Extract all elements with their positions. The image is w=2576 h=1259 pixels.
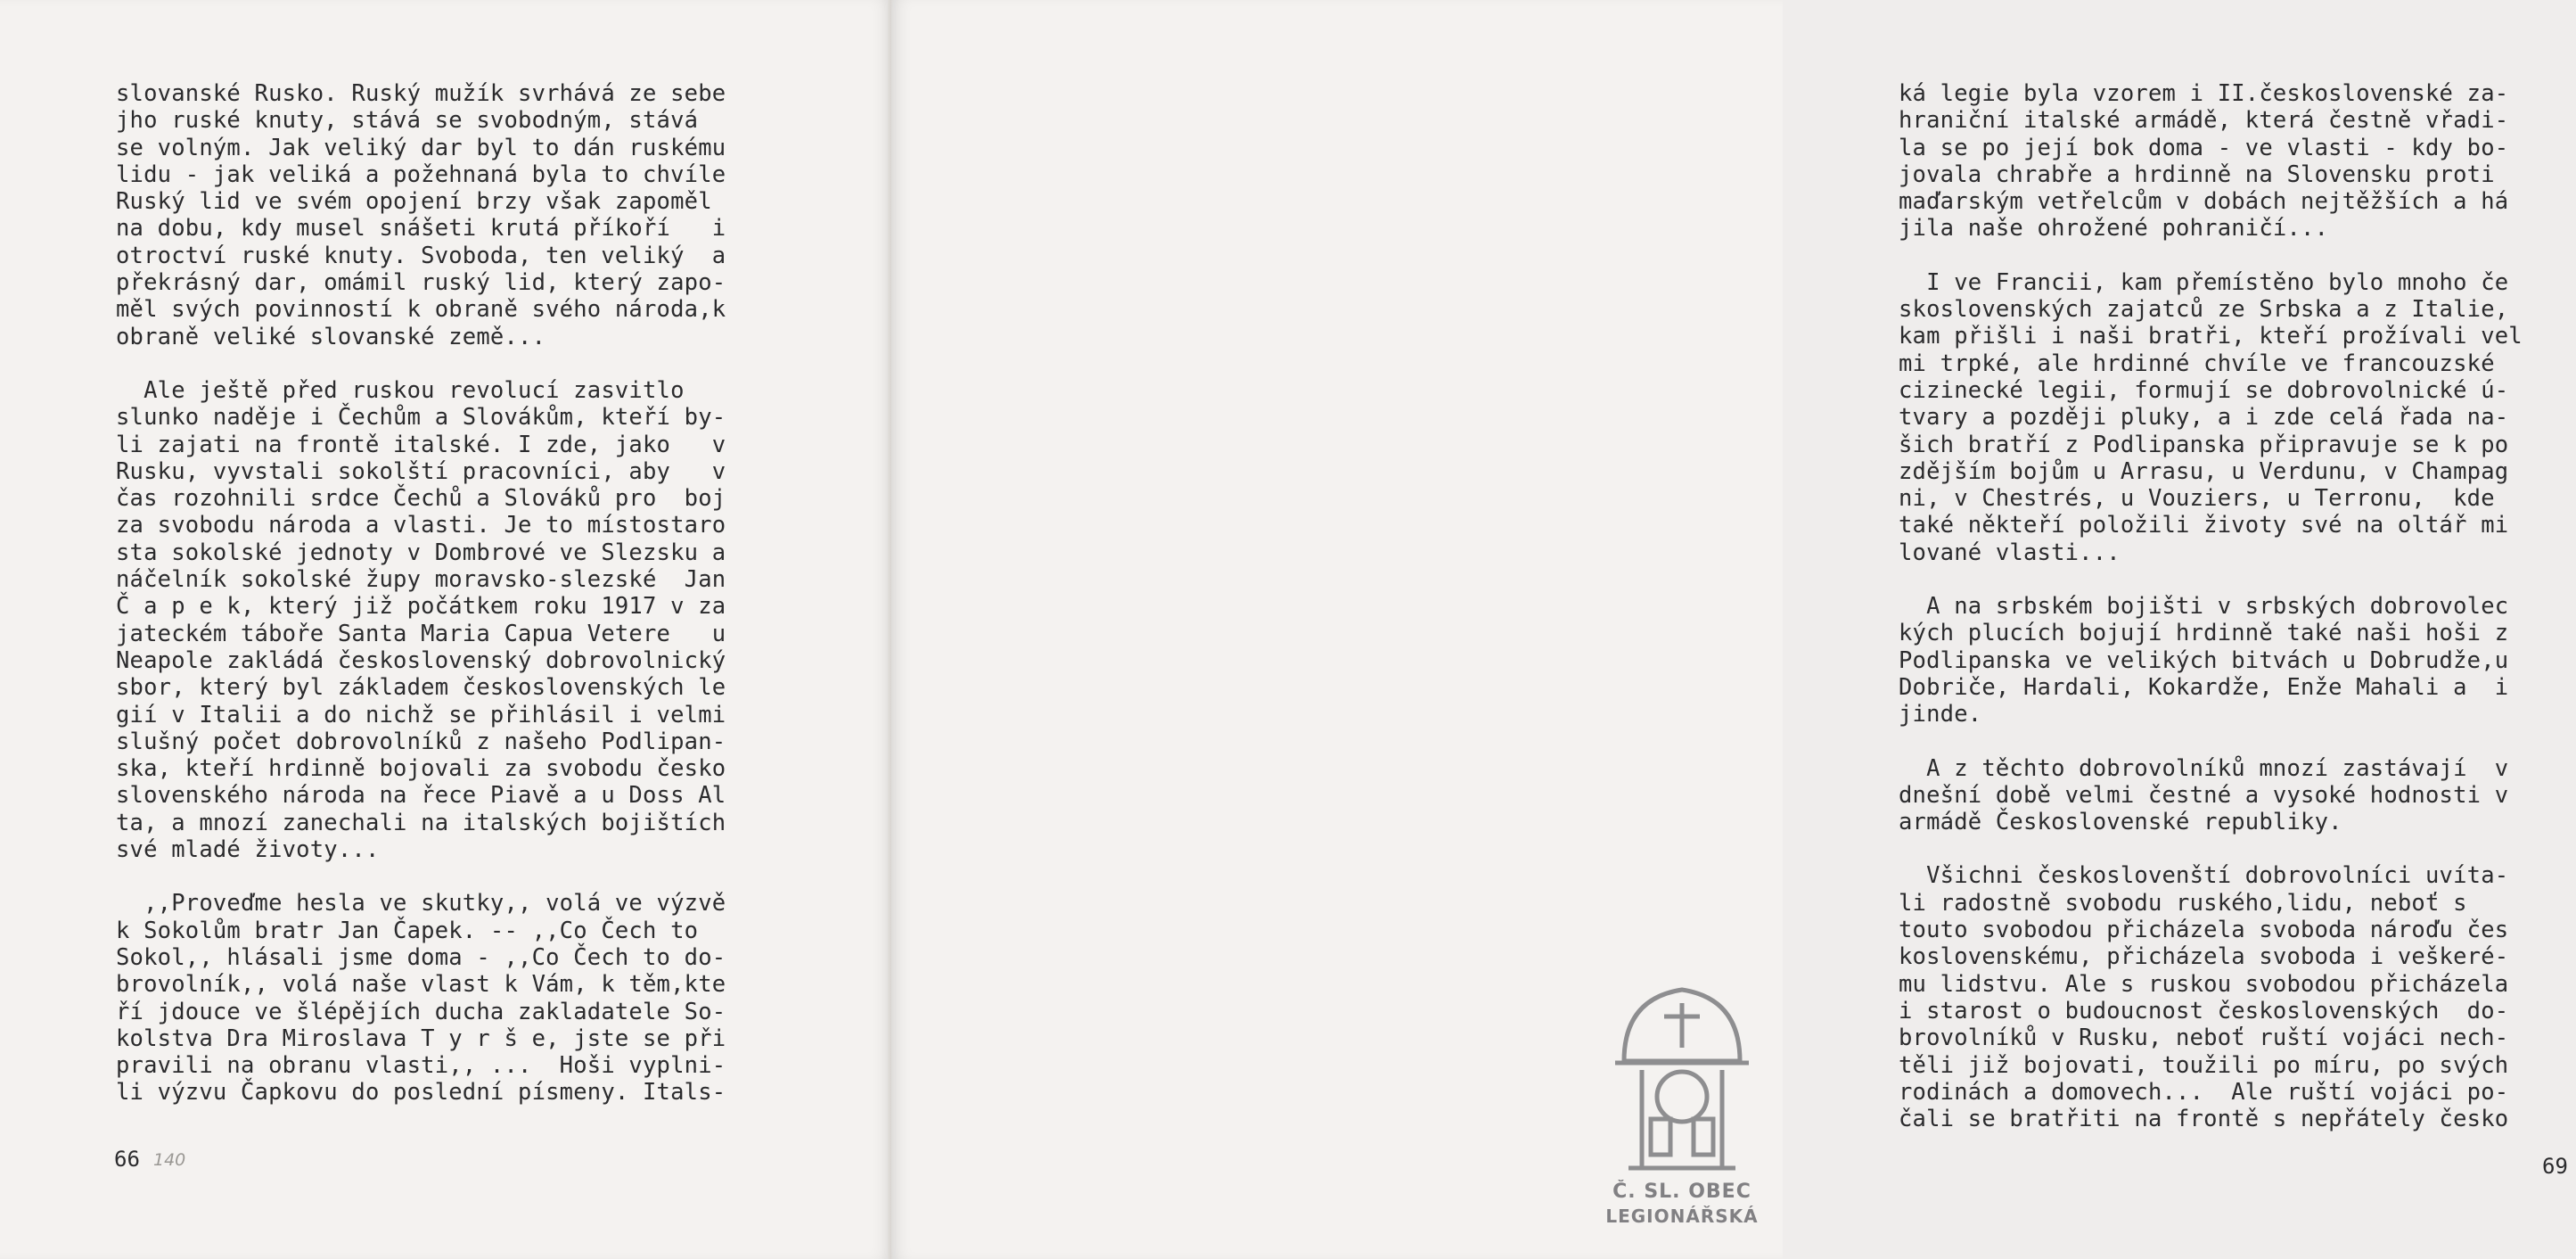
- text-line: šich bratří z Podlipanska připravuje se k po: [1899, 431, 2509, 458]
- text-line: těli již bojovati, toužili po míru, po svých: [1899, 1051, 2509, 1079]
- text-line: také někteří položili životy své na oltář mi: [1899, 512, 2509, 539]
- text-line: hraniční italské armádě, která čestně vřadi-: [1899, 107, 2509, 135]
- text-line: Rusku, vyvstali sokolští pracovníci, aby v: [116, 457, 726, 485]
- paragraph: [1899, 755, 2576, 836]
- text-line: kých plucích bojují hrdinně také naši hoši z: [1899, 620, 2509, 647]
- text-line: čali se bratřiti na frontě s nepřátely česko: [1899, 1106, 2509, 1133]
- text-line: jho ruské knuty, stává se svobodným, stává: [116, 107, 699, 135]
- text-line: ta, a mnozí zanechali na italských bojištích: [116, 809, 726, 836]
- text-line: mi trpké, ale hrdinné chvíle ve francouzské: [1899, 350, 2495, 377]
- right-page-number: 69: [2542, 1154, 2568, 1179]
- text-line: na dobu, kdy musel snášeti krutá příkoří i: [116, 215, 726, 243]
- text-line: dnešní době velmi čestné a vysoké hodnosti v: [1899, 781, 2509, 809]
- right-page-text: [1899, 80, 2576, 1159]
- text-line: tvary a později pluky, a i zde celá řada na-: [1899, 404, 2509, 432]
- text-line: I ve Francii, kam přemístěno bylo mnoho če: [1899, 268, 2509, 296]
- paragraph: [116, 890, 793, 1106]
- text-line: Podlipanska ve velikých bitvách u Dobrudže,u: [1899, 646, 2509, 674]
- text-line: rodinách a domovech... Ale ruští vojáci po-: [1899, 1078, 2509, 1106]
- legion-stamp: [1588, 963, 1776, 1257]
- stamp-text-line2: LEGIONÁŘSKÁ: [1605, 1206, 1759, 1227]
- text-line: li výzvu Čapkovu do poslední písmeny. Itals-: [116, 1079, 726, 1107]
- text-line: slovenského národa na řece Piavě a u Doss Al: [116, 782, 726, 810]
- left-page: [0, 0, 891, 1259]
- text-line: i starost o budoucnost československých do-: [1899, 997, 2509, 1024]
- legion-helmet-emblem-icon: [1588, 963, 1776, 1186]
- text-line: slušný počet dobrovolníků z našeho Podlipan-: [116, 728, 726, 755]
- text-line: k Sokolům bratr Jan Čapek. -- ,,Co Čech to: [116, 917, 699, 944]
- text-line: jovala chrabře a hrdinně na Slovensku proti: [1899, 160, 2495, 188]
- text-line: armádě Československé republiky.: [1899, 809, 2342, 836]
- text-line: Ale ještě před ruskou revolucí zasvitlo: [116, 376, 685, 404]
- text-line: slovanské Rusko. Ruský mužík svrhává ze sebe: [116, 80, 726, 107]
- text-line: jateckém táboře Santa Maria Capua Vetere u: [116, 620, 726, 647]
- text-line: li zajati na frontě italské. I zde, jako v: [116, 431, 726, 458]
- text-line: zdějším bojům u Arrasu, u Verdunu, v Champag: [1899, 457, 2509, 485]
- text-line: kolstva Dra Miroslava T y r š e, jste se při: [116, 1024, 726, 1052]
- text-line: otroctví ruské knuty. Svoboda, ten veliký a: [116, 242, 726, 269]
- text-line: lované vlasti...: [1899, 539, 2121, 566]
- text-line: jinde.: [1899, 701, 1982, 728]
- text-line: ří jdouce ve šlépějích ducha zakladatele So-: [116, 998, 726, 1025]
- paragraph: [1899, 862, 2576, 1132]
- text-line: Dobriče, Hardali, Kokardže, Enže Mahali a i: [1899, 673, 2509, 701]
- text-line: překrásný dar, omámil ruský lid, který zapo-: [116, 269, 726, 297]
- paragraph: [1899, 80, 2576, 243]
- paragraph: [1899, 593, 2576, 728]
- text-line: maďarským vetřelcům v dobách nejtěžších a há: [1899, 188, 2509, 216]
- text-line: kam přišli i naši bratři, kteří prožívali vel: [1899, 323, 2523, 350]
- text-line: Č a p e k, který již počátkem roku 1917 v za: [116, 593, 726, 621]
- text-line: ska, kteří hrdinně bojovali za svobodu česko: [116, 755, 726, 783]
- paragraph: [116, 377, 793, 863]
- text-line: se volným. Jak veliký dar byl to dán ruskému: [116, 134, 726, 161]
- stamp-text-line1: Č. SL. OBEC: [1612, 1181, 1752, 1203]
- text-line: sbor, který byl základem československých le: [116, 674, 726, 702]
- text-line: Všichni českoslovenští dobrovolníci uvíta-: [1899, 862, 2509, 890]
- text-line: slunko naděje i Čechům a Slovákům, kteří by-: [116, 404, 726, 432]
- text-line: mu lidstvu. Ale s ruskou svobodou přicházela: [1899, 970, 2509, 998]
- text-line: ,,Proveďme hesla ve skutky,, volá ve výzvě: [116, 890, 726, 918]
- text-line: brovolníků v Rusku, neboť ruští vojáci nech-: [1899, 1024, 2509, 1052]
- text-line: li radostně svobodu ruského,lidu, neboť s: [1899, 889, 2467, 917]
- paragraph: [1899, 269, 2576, 566]
- text-line: pravili na obranu vlasti,, ... Hoši vyplni-: [116, 1052, 726, 1080]
- text-line: Sokol,, hlásali jsme doma - ,,Co Čech to do-: [116, 943, 726, 971]
- text-line: la se po její bok doma - ve vlasti - kdy bo-: [1899, 134, 2509, 161]
- text-line: jila naše ohrožené pohraničí...: [1899, 215, 2329, 243]
- text-line: obraně veliké slovanské země...: [116, 323, 546, 350]
- text-line: skoslovenských zajatců ze Srbska a z Italie,: [1899, 296, 2509, 324]
- text-line: Ruský lid ve svém opojení brzy však zapoměl: [116, 188, 712, 216]
- left-page-text: [116, 80, 793, 1133]
- text-line: A na srbském bojišti v srbských dobrovolec: [1899, 593, 2509, 621]
- text-line: gií v Italii a do nichž se přihlásil i velmi: [116, 701, 726, 728]
- text-line: Neapole zakládá československý dobrovolnický: [116, 646, 726, 674]
- text-line: své mladé životy...: [116, 836, 380, 864]
- text-line: za svobodu národa a vlasti. Je to místostaro: [116, 512, 726, 539]
- pencil-annotation: 140: [153, 1150, 186, 1170]
- text-line: koslovenskému, přicházela svoboda i veškeré-: [1899, 943, 2509, 971]
- text-line: lidu - jak veliká a požehnaná byla to chvíle: [116, 160, 726, 188]
- paragraph: [116, 80, 793, 350]
- text-line: čas rozohnili srdce Čechů a Slováků pro boj: [116, 485, 726, 513]
- text-line: náčelník sokolské župy moravsko-slezské Jan: [116, 566, 726, 594]
- text-line: brovolník,, volá naše vlast k Vám, k těm,kte: [116, 971, 726, 999]
- text-line: ká legie byla vzorem i II.československé za-: [1899, 80, 2509, 107]
- text-line: touto svobodou přicházela svoboda nároďu čes: [1899, 917, 2509, 944]
- text-line: sta sokolské jednoty v Dombrové ve Slezsku a: [116, 539, 726, 566]
- text-line: měl svých povinností k obraně svého národa,k: [116, 296, 726, 324]
- text-line: cizinecké legii, formují se dobrovolnické ú-: [1899, 376, 2509, 404]
- left-page-number: 66: [114, 1147, 140, 1172]
- text-line: ni, v Chestrés, u Vouziers, u Terronu, kde: [1899, 485, 2495, 513]
- text-line: A z těchto dobrovolníků mnozí zastávají v: [1899, 754, 2509, 782]
